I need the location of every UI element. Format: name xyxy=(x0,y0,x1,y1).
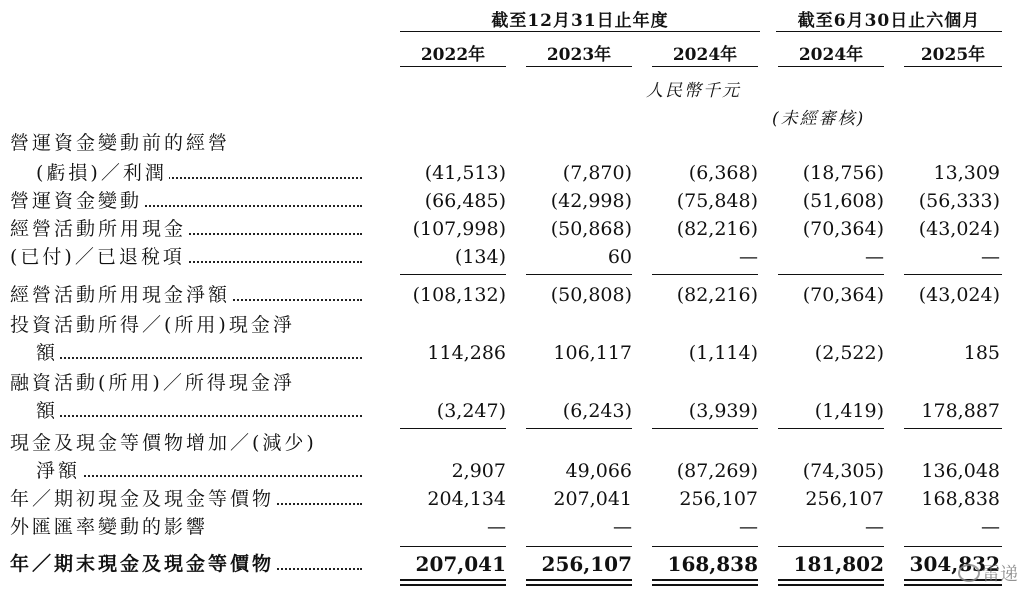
year-underline-2025-half xyxy=(904,66,1002,67)
row-label-invest-1: 投資活動所得／(所用)現金淨 xyxy=(10,314,295,336)
cell-r11-c1: 2,907 xyxy=(451,460,506,482)
group-half-underline xyxy=(776,31,1002,32)
cell-r7-c5: 185 xyxy=(963,342,1000,364)
year-underline-2022 xyxy=(400,66,506,67)
cell-r14-c3: 168,838 xyxy=(667,552,758,576)
year-underline-2023 xyxy=(526,66,632,67)
row-label-wc-change: 營運資金變動 xyxy=(10,190,362,212)
cell-r3-c2: (50,868) xyxy=(550,218,632,240)
cell-r1-c5: 13,309 xyxy=(933,162,1000,184)
cell-r11-c3: (87,269) xyxy=(676,460,758,482)
cell-r13-c3: — xyxy=(739,516,758,538)
header-group-year: 截至12月31日止年度 xyxy=(491,11,669,31)
year-header-2025-half: 2025年 xyxy=(920,45,986,65)
cell-r14-c5: 304,832 xyxy=(909,552,1000,576)
subtotal-line-b4 xyxy=(778,428,884,429)
watermark-text: 雷递 xyxy=(982,564,1018,585)
cell-r9-c1: (3,247) xyxy=(436,400,506,422)
row-label-closing-cash: 年／期末現金及現金等價物 xyxy=(10,553,362,575)
cell-r13-c2: — xyxy=(613,516,632,538)
cell-r11-c2: 49,066 xyxy=(565,460,632,482)
cell-r3-c4: (70,364) xyxy=(802,218,884,240)
row-label-finance-2: 額 xyxy=(36,400,362,422)
group-year-underline xyxy=(400,31,760,32)
total-double-line-4 xyxy=(778,579,884,586)
cell-r12-c5: 168,838 xyxy=(921,488,1000,510)
cell-r2-c4: (51,608) xyxy=(802,190,884,212)
row-label-pre-wc-2: (虧損)／利潤 xyxy=(36,162,362,184)
year-underline-2024 xyxy=(652,66,758,67)
cell-r9-c2: (6,243) xyxy=(562,400,632,422)
cell-r4-c3: — xyxy=(739,246,758,268)
cell-r5-c4: (70,364) xyxy=(802,284,884,306)
cell-r4-c4: — xyxy=(865,246,884,268)
subtotal-line-b5 xyxy=(904,428,1002,429)
row-label-finance-1: 融資活動(所用)／所得現金淨 xyxy=(10,372,295,394)
subtotal-line-c4 xyxy=(778,546,884,547)
row-label-fx-effect: 外匯匯率變動的影響 xyxy=(10,516,209,538)
total-double-line-3 xyxy=(652,579,758,586)
cell-r1-c1: (41,513) xyxy=(424,162,506,184)
cell-r5-c1: (108,132) xyxy=(412,284,506,306)
cell-r14-c2: 256,107 xyxy=(541,552,632,576)
cell-r5-c2: (50,808) xyxy=(550,284,632,306)
cell-r9-c5: 178,887 xyxy=(921,400,1000,422)
cell-r5-c3: (82,216) xyxy=(676,284,758,306)
subtotal-line-c3 xyxy=(652,546,758,547)
cell-r7-c4: (2,522) xyxy=(814,342,884,364)
year-header-2023: 2023年 xyxy=(546,45,612,65)
row-label-net-change-1: 現金及現金等價物增加／(減少) xyxy=(10,432,317,454)
subtotal-line-5 xyxy=(904,274,1002,275)
row-label-net-change-2: 淨額 xyxy=(36,460,362,482)
cell-r13-c1: — xyxy=(487,516,506,538)
row-label-op-net: 經營活動所用現金淨額 xyxy=(10,284,362,306)
subtotal-line-4 xyxy=(778,274,884,275)
header-group-half: 截至6月30日止六個月 xyxy=(797,11,981,31)
cell-r4-c2: 60 xyxy=(607,246,632,268)
cell-r5-c5: (43,024) xyxy=(918,284,1000,306)
row-label-pre-wc-1: 營運資金變動前的經營 xyxy=(10,132,231,154)
cell-r14-c4: 181,802 xyxy=(793,552,884,576)
cell-r11-c5: 136,048 xyxy=(921,460,1000,482)
cell-r1-c4: (18,756) xyxy=(802,162,884,184)
cell-r13-c4: — xyxy=(865,516,884,538)
cell-r3-c3: (82,216) xyxy=(676,218,758,240)
total-double-line-2 xyxy=(526,579,632,586)
cell-r12-c4: 256,107 xyxy=(805,488,884,510)
row-label-opening-cash: 年／期初現金及現金等價物 xyxy=(10,488,362,510)
cell-r2-c1: (66,485) xyxy=(424,190,506,212)
year-header-2024-half: 2024年 xyxy=(798,45,864,65)
cell-r3-c1: (107,998) xyxy=(412,218,506,240)
cell-r11-c4: (74,305) xyxy=(802,460,884,482)
subtotal-line-c2 xyxy=(526,546,632,547)
cell-r2-c2: (42,998) xyxy=(550,190,632,212)
row-label-tax: (已付)／已退稅項 xyxy=(10,246,362,268)
cell-r4-c1: (134) xyxy=(454,246,506,268)
weibo-icon xyxy=(958,564,980,582)
cell-r2-c5: (56,333) xyxy=(918,190,1000,212)
year-underline-2024-half xyxy=(778,66,884,67)
cell-r12-c2: 207,041 xyxy=(553,488,632,510)
cell-r2-c3: (75,848) xyxy=(676,190,758,212)
cell-r9-c4: (1,419) xyxy=(814,400,884,422)
total-double-line-1 xyxy=(400,579,506,586)
unit-note: 人民幣千元 xyxy=(646,81,741,101)
subtotal-line-c5 xyxy=(904,546,1002,547)
cell-r7-c1: 114,286 xyxy=(427,342,506,364)
row-label-op-cash-used: 經營活動所用現金 xyxy=(10,218,362,240)
cell-r3-c5: (43,024) xyxy=(918,218,1000,240)
cell-r13-c5: — xyxy=(981,516,1000,538)
cell-r7-c2: 106,117 xyxy=(553,342,632,364)
cell-r14-c1: 207,041 xyxy=(415,552,506,576)
year-header-2022: 2022年 xyxy=(420,45,486,65)
subtotal-line-2 xyxy=(526,274,632,275)
subtotal-line-b2 xyxy=(526,428,632,429)
subtotal-line-b1 xyxy=(400,428,506,429)
cell-r12-c3: 256,107 xyxy=(679,488,758,510)
subtotal-line-1 xyxy=(400,274,506,275)
cell-r7-c3: (1,114) xyxy=(688,342,758,364)
cell-r1-c2: (7,870) xyxy=(562,162,632,184)
watermark xyxy=(958,560,1018,586)
cell-r12-c1: 204,134 xyxy=(427,488,506,510)
row-label-invest-2: 額 xyxy=(36,342,362,364)
subtotal-line-c1 xyxy=(400,546,506,547)
unaudited-note: (未經審核) xyxy=(772,109,866,129)
subtotal-line-3 xyxy=(652,274,758,275)
subtotal-line-b3 xyxy=(652,428,758,429)
cell-r1-c3: (6,368) xyxy=(688,162,758,184)
cell-r9-c3: (3,939) xyxy=(688,400,758,422)
cell-r4-c5: — xyxy=(981,246,1000,268)
year-header-2024: 2024年 xyxy=(672,45,738,65)
